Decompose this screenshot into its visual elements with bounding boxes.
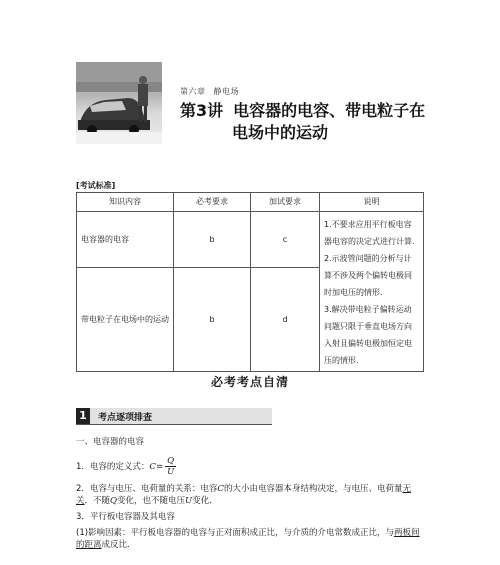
underlined-term: 无关: [76, 484, 411, 506]
note-item: 1.不要求应用平行板电容器电容的决定式进行计算.: [324, 220, 415, 246]
title-line1: 电容器的电容、带电粒子在: [233, 101, 426, 120]
content-body: [76, 436, 426, 551]
factors-line: [76, 527, 426, 551]
symbol-q: Q: [110, 496, 117, 506]
lecture-title: [180, 100, 480, 144]
table-row: [77, 212, 424, 268]
underlined-term: 两板间: [394, 528, 420, 538]
note-item: 2.示波管问题的分析与计算不涉及两个偏转电极同时加电压的情形.: [324, 254, 412, 297]
fraction-numerator: Q: [167, 456, 175, 466]
banner-number: 1: [76, 408, 90, 424]
text-run: ．不随: [84, 496, 111, 506]
text-run: 2．电容与电压、电荷量的关系：电容: [76, 484, 218, 494]
note-item: 3.解决带电粒子偏转运动问题只限于垂直电场方向入射且偏转电极加恒定电压的情形.: [324, 305, 412, 365]
text-run: 的大小由电容器本身结构决定，与电压、电荷量: [223, 484, 403, 494]
chapter-name: 静电场: [213, 87, 239, 96]
subsection-banner: [76, 408, 272, 425]
text-run: 成反比．: [101, 540, 136, 550]
col-header: 说明: [320, 193, 424, 212]
def-equals: =: [155, 461, 164, 472]
fraction: [165, 456, 176, 477]
definition-line: [76, 456, 426, 477]
text-run: 变化，也不随电压: [117, 496, 186, 506]
title-line2: 电场中的运动: [232, 123, 329, 142]
car-snow-photo: [76, 62, 162, 144]
notes-cell: [320, 212, 424, 372]
topic-cell: 电容器的电容: [77, 212, 174, 268]
required-cell: b: [174, 268, 251, 372]
col-header: 必考要求: [174, 193, 251, 212]
exam-standard-table: [76, 192, 424, 372]
section-title: 必考考点自清: [210, 375, 289, 389]
symbol-u: U: [185, 496, 193, 506]
col-header: 知识内容: [77, 193, 174, 212]
subheading-parallel-plate: 3．平行板电容器及其电容: [76, 512, 175, 522]
text-run: 变化．: [192, 496, 218, 506]
extra-cell: d: [251, 268, 320, 372]
exam-standard-label: [考试标准]: [76, 181, 116, 190]
chapter-label: [180, 86, 239, 97]
cover-photo: [76, 62, 162, 144]
symbol-c: C: [217, 484, 224, 494]
lecture-number: 第3讲: [180, 101, 224, 120]
def-symbol-c: C: [149, 461, 156, 472]
relation-line: [76, 483, 426, 507]
col-header: 加试要求: [251, 193, 320, 212]
fraction-denominator: U: [167, 467, 175, 477]
underlined-term: 的距离: [76, 540, 102, 550]
required-cell: b: [174, 212, 251, 268]
text-run: (1)影响因素：平行板电容器的电容与正对面积成正比，与介质的介电常数成正比，与: [76, 528, 395, 538]
chapter-number: 第六章: [180, 87, 206, 96]
table-header-row: [77, 193, 424, 212]
banner-label: 考点逐项排查: [98, 413, 153, 423]
def-prefix: 1．电容的定义式：: [76, 461, 150, 472]
topic-cell: 带电粒子在电场中的运动: [77, 268, 174, 372]
extra-cell: c: [251, 212, 320, 268]
content-heading: 一、电容器的电容: [76, 437, 145, 447]
